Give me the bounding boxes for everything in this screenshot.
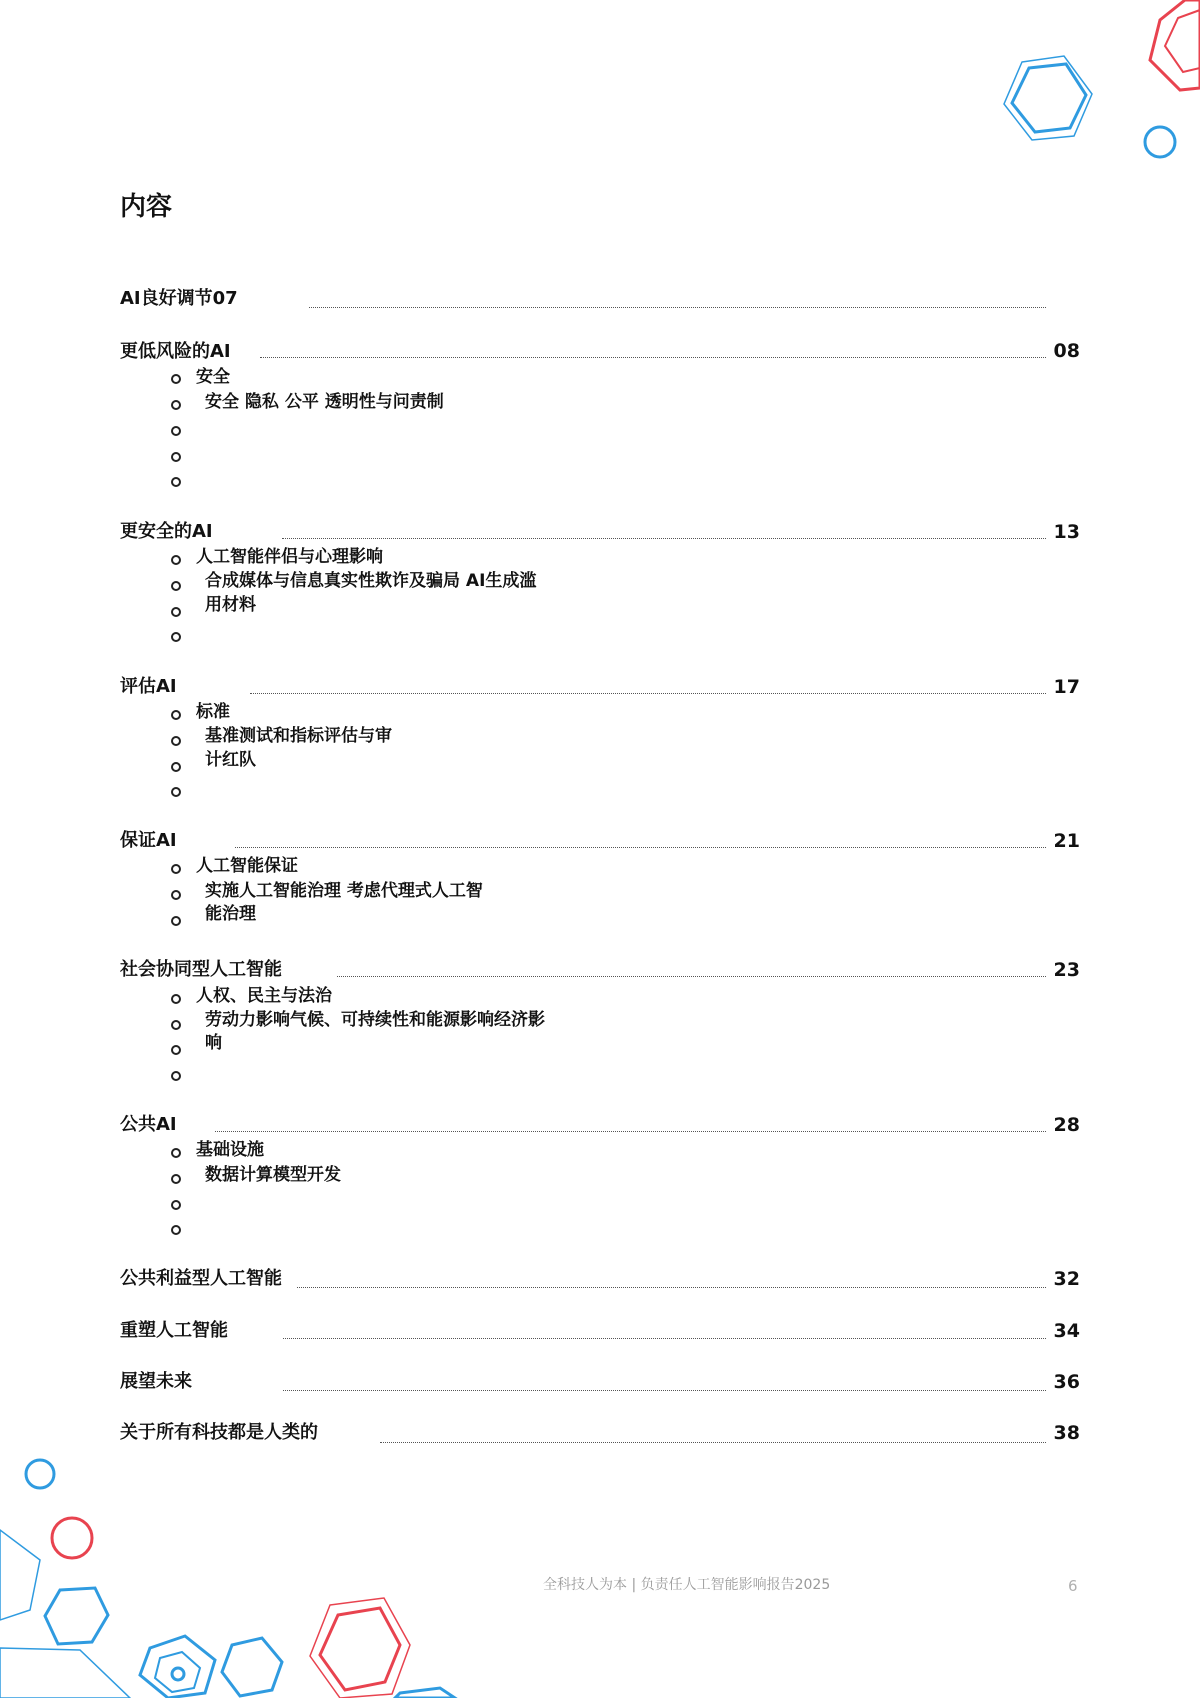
toc-subitem[interactable]: 基础设施 [196,1140,264,1160]
toc-page-number: 28 [1053,1114,1080,1136]
toc-subitem[interactable]: 合成媒体与信息真实性欺诈及骗局 AI生成滥 [205,571,537,591]
page-title: 内容 [120,192,173,222]
list-bullet [171,916,181,926]
toc-subitem[interactable]: 用材料 [205,595,256,615]
toc-section-title[interactable]: 评估AI [120,676,177,697]
toc-page-number: 34 [1053,1320,1080,1342]
list-bullet [171,1200,181,1210]
list-bullet [171,632,181,642]
toc-page-number: 36 [1053,1371,1080,1393]
dot-leader [309,307,1046,308]
list-bullet [171,400,181,410]
list-bullet [171,1045,181,1055]
toc-subitem[interactable]: 能治理 [205,904,256,924]
toc-subitem[interactable]: 实施人工智能治理 考虑代理式人工智 [205,881,483,901]
toc-section-title[interactable]: 社会协同型人工智能 [120,959,282,980]
list-bullet [171,762,181,772]
toc-subitem[interactable]: 标准 [196,702,230,722]
dot-leader [215,1131,1046,1132]
toc-page-number: 21 [1053,830,1080,852]
toc-page-number: 08 [1053,340,1080,362]
toc-subitem[interactable]: 安全 隐私 公平 透明性与问责制 [205,392,444,412]
toc-page-number: 17 [1053,676,1080,698]
toc-subitem[interactable]: 计红队 [205,750,256,770]
list-bullet [171,994,181,1004]
toc-page-number: 32 [1053,1268,1080,1290]
list-bullet [171,864,181,874]
list-bullet [171,426,181,436]
list-bullet [171,1020,181,1030]
toc-subitem[interactable]: 基准测试和指标评估与审 [205,726,392,746]
list-bullet [171,452,181,462]
toc-section-title[interactable]: 关于所有科技都是人类的 [120,1422,318,1443]
footer-page-number: 6 [1068,1577,1078,1595]
list-bullet [171,1225,181,1235]
toc-section-title[interactable]: 公共利益型人工智能 [120,1268,282,1289]
list-bullet [171,477,181,487]
toc-section-title[interactable]: 保证AI [120,830,177,851]
dot-leader [380,1442,1046,1443]
list-bullet [171,1071,181,1081]
toc-page-number: 13 [1053,521,1080,543]
list-bullet [171,555,181,565]
toc-subitem[interactable]: 人权、民主与法治 [196,986,332,1006]
dot-leader [297,1287,1046,1288]
toc-section-title[interactable]: 更低风险的AI [120,341,231,362]
footer-text: 全科技人为本 | 负责任人工智能影响报告2025 [543,1577,831,1593]
list-bullet [171,1148,181,1158]
dot-leader [282,538,1046,539]
list-bullet [171,890,181,900]
list-bullet [171,374,181,384]
toc-section-title[interactable]: 更安全的AI [120,521,213,542]
toc-section-title[interactable]: 公共AI [120,1114,177,1135]
toc-subitem[interactable]: 人工智能伴侣与心理影响 [196,547,383,567]
toc-subitem[interactable]: 安全 [196,367,230,387]
list-bullet [171,1174,181,1184]
toc-subitem[interactable]: 响 [205,1033,222,1053]
toc-section-title[interactable]: 展望未来 [120,1371,192,1392]
toc-subitem[interactable]: 劳动力影响气候、可持续性和能源影响经济影 [205,1010,545,1030]
list-bullet [171,581,181,591]
toc-subitem[interactable]: 数据计算模型开发 [205,1165,341,1185]
list-bullet [171,787,181,797]
toc-section-title[interactable]: 重塑人工智能 [120,1320,228,1341]
list-bullet [171,710,181,720]
dot-leader [235,847,1046,848]
dot-leader [283,1390,1046,1391]
dot-leader [250,693,1046,694]
dot-leader [260,357,1046,358]
toc-subitem[interactable]: 人工智能保证 [196,856,298,876]
list-bullet [171,607,181,617]
toc-section-title[interactable]: AI良好调节07 [120,288,238,309]
toc-page-number: 38 [1053,1422,1080,1444]
list-bullet [171,736,181,746]
toc-page-number: 23 [1053,959,1080,981]
dot-leader [283,1338,1046,1339]
dot-leader [337,976,1046,977]
